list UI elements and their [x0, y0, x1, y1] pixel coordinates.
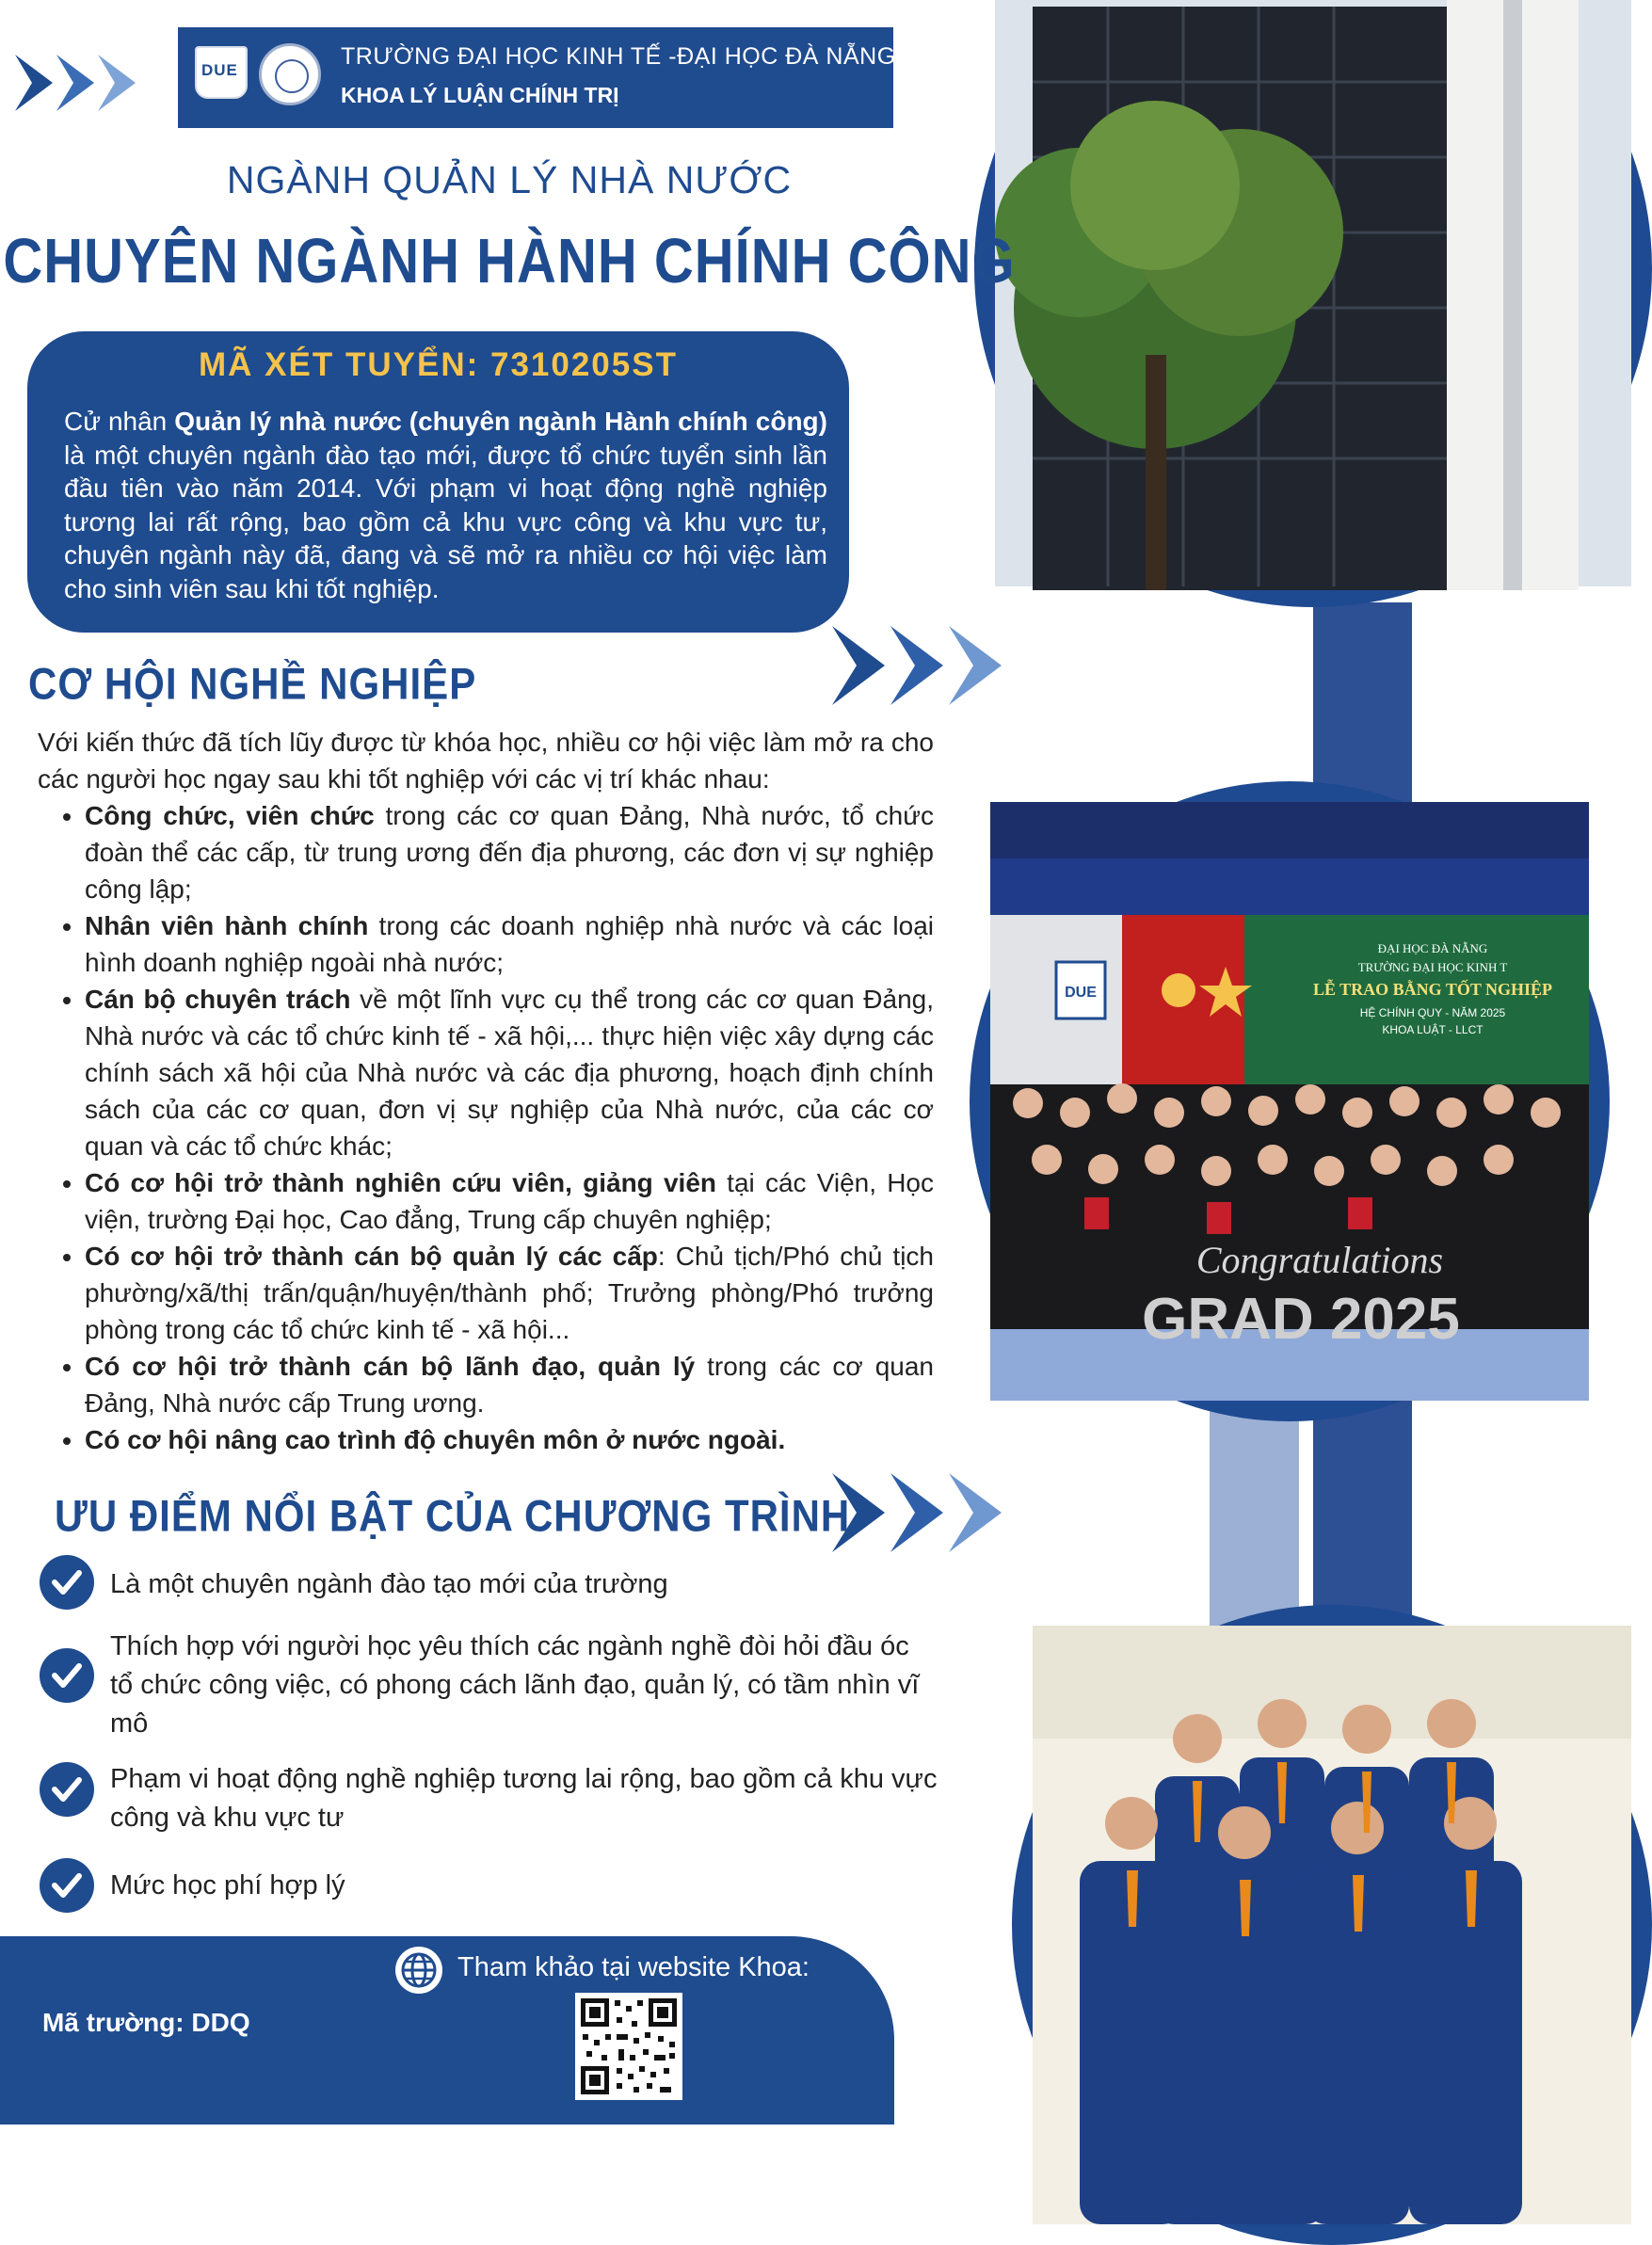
stage-text-5: KHOA LUẬT - LLCT [1382, 1023, 1484, 1036]
stage-text-3: LỄ TRAO BẰNG TỐT NGHIỆP [1312, 980, 1553, 999]
due-logo-text: DUE [201, 61, 238, 79]
check-circle-icon [40, 1555, 94, 1610]
double-chevron-icon [15, 55, 158, 111]
item-text: trong các cơ quan Đảng, Nhà nước cấp Trung ương. [85, 1352, 934, 1418]
item-bold: Có cơ hội trở thành nghiên cứu viên, giảng viên [85, 1168, 716, 1197]
list-item [85, 981, 934, 1164]
item-bold: Công chức, viên chức [85, 801, 375, 830]
congrats-sign: Congratulations [1195, 1239, 1444, 1281]
grad-sign: GRAD 2025 [1142, 1287, 1460, 1352]
careers-title: CƠ HỘI NGHỀ NGHIỆP [28, 659, 477, 709]
intro-lead: Cử nhân [64, 407, 175, 436]
item-text: trong các cơ quan Đảng, Nhà nước, tổ chức đoàn thể các cấp, từ trung ương đến địa phương, các đơn vị sự nghiệp công lập; [85, 801, 934, 904]
intro-rest: là một chuyên ngành đào tạo mới, được tổ chức tuyển sinh lần đầu tiên vào năm 2014. Với phạm vi hoạt động nghề nghiệp tương lai rất rộng, bao gồm cả khu vực công và khu vực tư, chuyên ngành này đã, đang và sẽ mở ra nhiều cơ hội việc làm cho sinh viên sau khi tốt nghiệp. [64, 440, 827, 603]
careers-bullets [40, 797, 934, 1458]
faculty-name: KHOA LÝ LUẬN CHÍNH TRỊ [341, 83, 619, 107]
university-name: TRƯỜNG ĐẠI HỌC KINH TẾ -ĐẠI HỌC ĐÀ NẴNG [341, 43, 896, 70]
stage-text-4: HỆ CHÍNH QUY - NĂM 2025 [1359, 1006, 1506, 1019]
list-item [85, 1348, 934, 1421]
major-title: NGÀNH QUẢN LÝ NHÀ NƯỚC [226, 158, 793, 201]
item-text: về một lĩnh vực cụ thể trong các cơ quan Đảng, Nhà nước và các tổ chức kinh tế - xã hội,... thực hiện việc xây dựng các chính sách xã hội của Nhà nước và các địa phương, hoạch định chính sách của các cơ quan, đơn vị sự nghiệp của Nhà nước, của các cơ quan và các tổ chức khác; [85, 985, 934, 1161]
website-label: Tham khảo tại website Khoa: [457, 1952, 810, 1982]
university-seal-logo [259, 43, 321, 105]
intro-bold: Quản lý nhà nước (chuyên ngành Hành chính công) [174, 407, 827, 436]
item-bold: Có cơ hội trở thành cán bộ lãnh đạo, quản lý [85, 1352, 696, 1381]
item-bold: Cán bộ chuyên trách [85, 985, 351, 1014]
item-bold: Có cơ hội nâng cao trình độ chuyên môn ở nước ngoài. [85, 1425, 786, 1454]
advantage-item: Thích hợp với người học yêu thích các ngành nghề đòi hỏi đầu óc tổ chức công việc, có phong cách lãnh đạo, quản lý, có tầm nhìn vĩ mô [110, 1631, 920, 1739]
graduation-photo [970, 781, 1610, 1421]
advantages-title: ƯU ĐIỂM NỔI BẬT CỦA CHƯƠNG TRÌNH [55, 1491, 851, 1541]
item-bold: Có cơ hội trở thành cán bộ quản lý các cấp [85, 1242, 658, 1271]
stage-logo-text: DUE [1065, 985, 1097, 1001]
item-text: tại các Viện, Học viện, trường Đại học, Cao đẳng, Trung cấp chuyên nghiệp; [85, 1168, 934, 1234]
item-text: trong các doanh nghiệp nhà nước và các loại hình doanh nghiệp ngoài nhà nước; [85, 911, 934, 977]
advantage-item: Mức học phí hợp lý [110, 1870, 345, 1900]
check-circle-icon [40, 1648, 94, 1703]
globe-icon [395, 1947, 442, 1994]
due-logo [195, 46, 248, 99]
list-item [85, 1164, 934, 1238]
double-chevron-icon [832, 626, 1035, 705]
stage-text-2: TRƯỜNG ĐẠI HỌC KINH T [1357, 960, 1508, 974]
careers-list [40, 797, 934, 1458]
item-bold: Nhân viên hành chính [85, 911, 369, 940]
check-circle-icon [40, 1858, 94, 1913]
list-item [85, 1421, 934, 1458]
school-code: Mã trường: DDQ [42, 2008, 250, 2037]
list-item [85, 907, 934, 981]
specialization-title: CHUYÊN NGÀNH HÀNH CHÍNH CÔNG [3, 226, 1016, 297]
careers-intro: Với kiến thức đã tích lũy được từ khóa học, nhiều cơ hội việc làm mở ra cho các người học ngay sau khi tốt nghiệp với các vị trí khác nhau: [38, 728, 934, 794]
intro-paragraph [64, 405, 827, 605]
item-text: : Chủ tịch/Phó chủ tịch phường/xã/thị trấn/quận/huyện/thành phố; Trưởng phòng/Phó trưởng phòng trong các tổ chức kinh tế - xã hội... [85, 1242, 934, 1344]
qr-code[interactable] [575, 1993, 682, 2100]
advantage-item: Là một chuyên ngành đào tạo mới của trường [110, 1569, 668, 1599]
stage-text-1: ĐẠI HỌC ĐÀ NẴNG [1377, 941, 1488, 955]
check-circle-icon [40, 1762, 94, 1817]
staff-photo [1012, 1605, 1652, 2245]
advantage-item: Phạm vi hoạt động nghề nghiệp tương lai rộng, bao gồm cả khu vực công và khu vực tư [110, 1764, 938, 1833]
double-chevron-icon [832, 1473, 1035, 1552]
list-item [85, 1238, 934, 1348]
admission-code: MÃ XÉT TUYỂN: 7310205ST [199, 346, 678, 383]
list-item [85, 797, 934, 907]
building-photo [974, 0, 1652, 607]
